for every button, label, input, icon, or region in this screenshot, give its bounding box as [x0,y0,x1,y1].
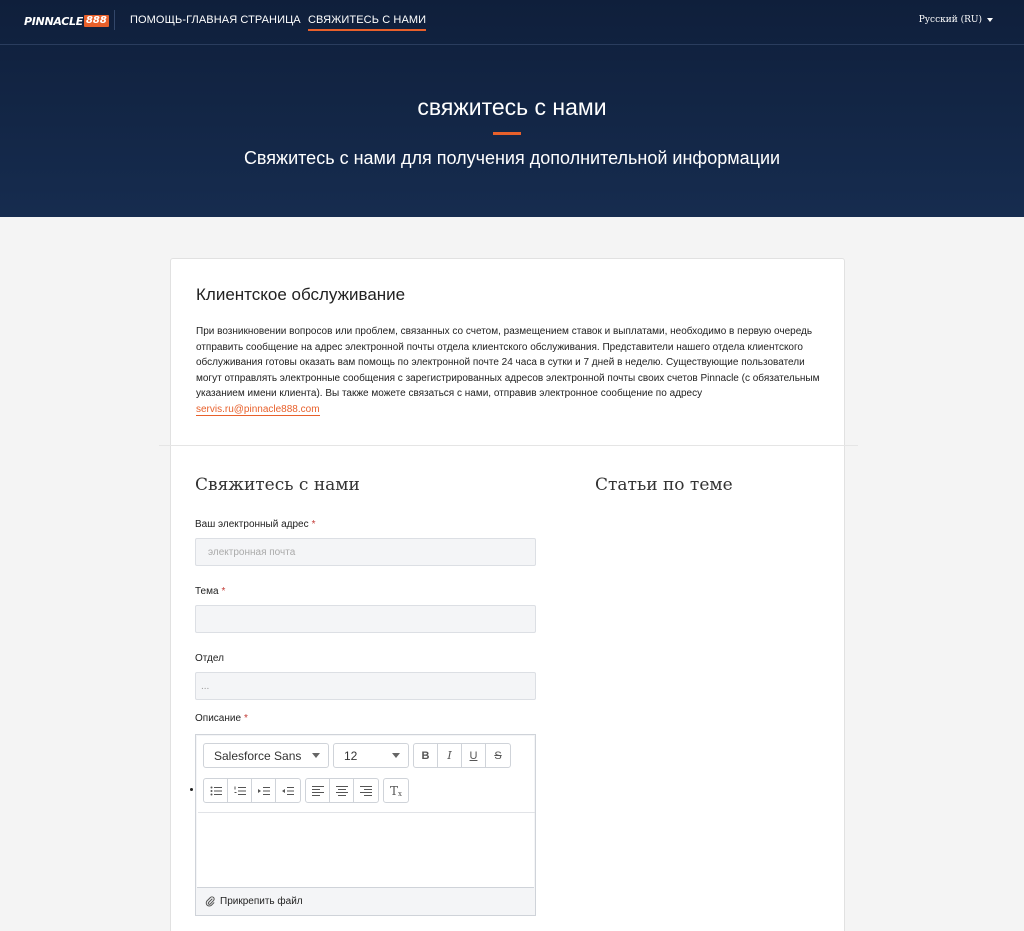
list-indent-group [203,778,301,803]
attach-file-button[interactable] [205,896,303,907]
service-title: Клиентское обслуживание [196,285,406,304]
underline-icon[interactable]: U [462,744,486,767]
font-family-value: Salesforce Sans [214,748,302,763]
related-articles-title: Статьи по теме [595,475,733,495]
email-label-text: Ваш электронный адрес [195,519,309,530]
page-subtitle: Свяжитесь с нами для получения дополнительной информации [243,148,781,168]
email-field[interactable]: электронная почта [195,538,536,566]
page-title: свяжитесь с нами [417,94,607,120]
description-textarea[interactable] [198,812,535,888]
subject-field[interactable] [195,605,536,633]
content-card [170,258,845,931]
department-select[interactable]: ... [195,672,536,700]
required-mark: * [221,586,226,597]
subject-label-text: Тема [195,586,219,597]
pinnacle-logo[interactable] [24,14,109,28]
chevron-down-icon [987,18,993,22]
service-description [196,324,824,418]
outdent-icon[interactable] [276,779,300,802]
nav-link-help-home[interactable]: ПОМОЩЬ-ГЛАВНАЯ СТРАНИЦА [130,14,301,26]
clear-format-group [383,778,409,803]
align-left-icon[interactable] [306,779,330,802]
rich-text-editor [195,734,536,916]
strikethrough-icon[interactable]: S [494,749,502,762]
align-group [305,778,379,803]
editor-toolbar-row-1 [203,743,511,768]
logo-badge: 888 [85,15,107,26]
bulleted-list-icon[interactable] [204,779,228,802]
required-mark: * [311,519,316,530]
required-mark: * [244,713,248,724]
editor-body [197,736,534,888]
align-center-icon[interactable] [330,779,354,802]
clear-formatting-icon[interactable]: T x [390,783,402,798]
subject-label [195,586,225,597]
align-right-icon[interactable] [354,779,378,802]
bold-icon[interactable]: B [414,744,438,767]
font-size-select[interactable] [333,743,409,768]
title-underline [493,132,521,135]
nav-link-contact-us[interactable]: СВЯЖИТЕСЬ С НАМИ [308,14,426,31]
italic-icon[interactable]: I [438,744,462,767]
logo-text: PINNACLE [24,14,83,28]
font-size-value: 12 [344,748,358,763]
numbered-list-icon[interactable] [228,779,252,802]
department-label: Отдел [195,653,224,664]
email-label [195,519,316,530]
section-divider [159,445,858,446]
contact-form-title: Свяжитесь с нами [195,475,360,495]
chevron-down-icon [392,753,400,758]
service-text: При возникновении вопросов или проблем, связанных со счетом, размещением ставок и выплатами, необходимо в первую очередь отправить сообщение на адрес электронной почты отдела клиентского обслуживания. Представители нашего отдела клиентского обслуживания готовы оказать вам помощь по электронной почте 24 часа в сутки и 7 дней в неделю. Существующие пользователи могут отправлять электронные сообщения с зарегистрированных адресов электронной почты своих счетов Pinnacle (с обязательным указанием имени клиента). Вы также можете связаться с нами, отправив электронное сообщение по адресу [196,326,820,400]
top-nav [0,0,1024,45]
attach-file-label: Прикрепить файл [220,896,303,907]
language-selector[interactable] [919,15,993,25]
editor-toolbar-row-2 [203,778,409,803]
text-style-group [413,743,511,768]
chevron-down-icon [312,753,320,758]
language-label: Русский (RU) [918,15,982,25]
paperclip-icon [205,896,216,907]
hero-banner [0,0,1024,217]
bullet-marker [190,788,193,791]
support-email-link[interactable]: servis.ru@pinnacle888.com [196,403,320,415]
indent-icon[interactable] [252,779,276,802]
description-label [195,713,248,724]
nav-divider [114,10,115,30]
font-family-select[interactable] [203,743,329,768]
description-label-text: Описание [195,713,242,724]
